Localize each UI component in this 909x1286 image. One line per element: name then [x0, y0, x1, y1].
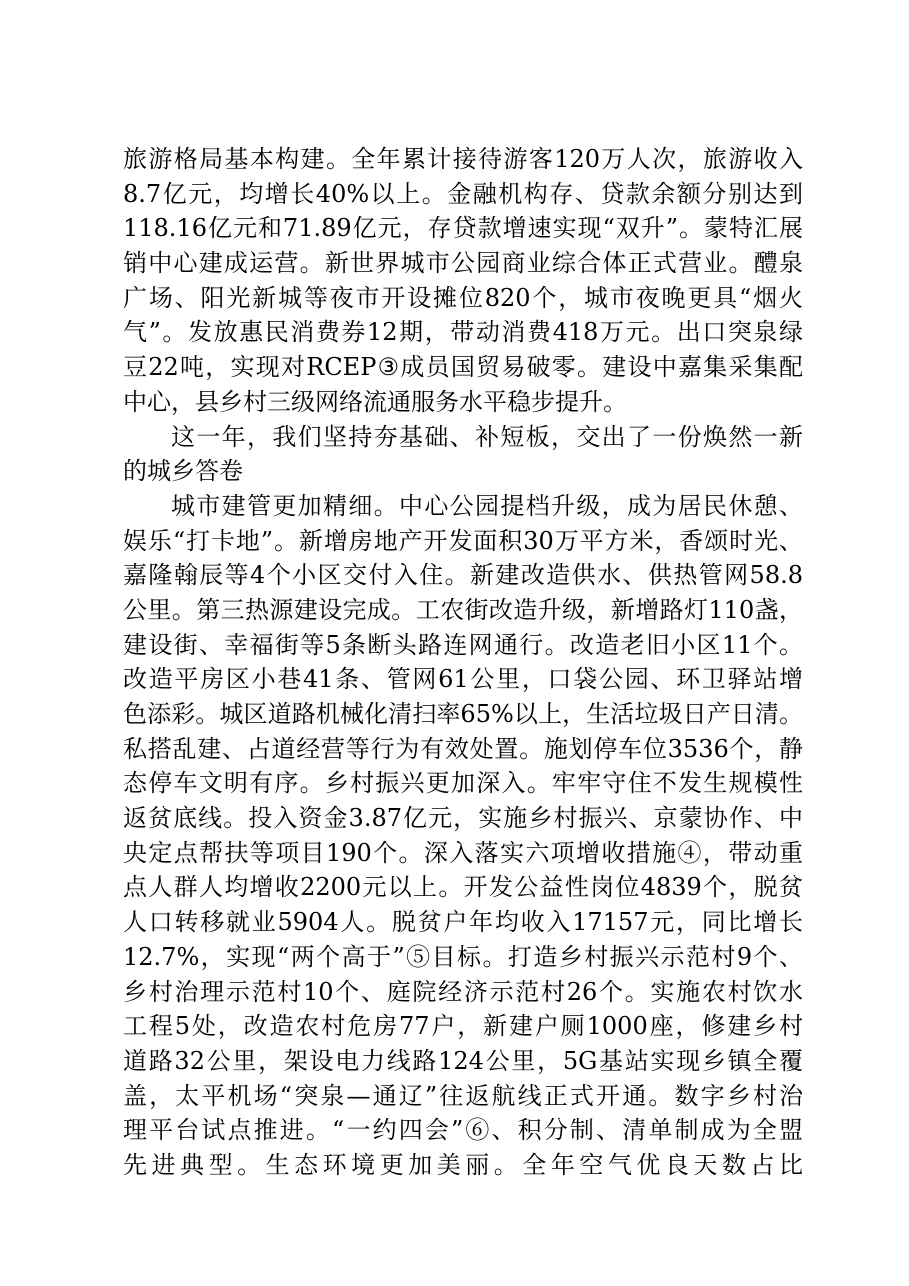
text-line: 118.16亿元和71.89亿元，存贷款增速实现“双升”。蒙特汇展 — [123, 214, 803, 243]
text-line: 豆22吨，实现对RCEP③成员国贸易破零。建设中嘉集采集配 — [123, 353, 803, 382]
text-line: 娱乐“打卡地”。新增房地产开发面积30万平方米，香颂时光、 — [123, 526, 803, 555]
text-line: 央定点帮扶等项目190个。深入落实六项增收措施④，带动重 — [123, 838, 803, 867]
text-line: 城市建管更加精细。中心公园提档升级，成为居民休憩、 — [171, 491, 803, 520]
text-line: 点人群人均增收2200元以上。开发公益性岗位4839个，脱贫 — [123, 873, 803, 902]
text-line: 12.7%，实现“两个高于”⑤目标。打造乡村振兴示范村9个、 — [123, 942, 803, 971]
text-line: 嘉隆翰辰等4个小区交付入住。新建改造供水、供热管网58.8 — [123, 561, 803, 590]
text-line: 私搭乱建、占道经营等行为有效处置。施划停车位3536个，静 — [123, 734, 803, 763]
text-line: 乡村治理示范村10个、庭院经济示范村26个。实施农村饮水 — [123, 977, 803, 1006]
text-line: 8.7亿元，均增长40%以上。金融机构存、贷款余额分别达到 — [123, 179, 803, 208]
text-line: 态停车文明有序。乡村振兴更加深入。牢牢守住不发生规模性 — [123, 769, 803, 798]
text-line: 返贫底线。投入资金3.87亿元，实施乡村振兴、京蒙协作、中 — [123, 804, 803, 833]
text-line: 销中心建成运营。新世界城市公园商业综合体正式营业。醴泉 — [123, 249, 803, 278]
text-line: 人口转移就业5904人。脱贫户年均收入17157元，同比增长 — [123, 908, 803, 937]
document-body — [123, 142, 803, 1183]
text-line: 改造平房区小巷41条、管网61公里，口袋公园、环卫驿站增 — [123, 665, 803, 694]
text-line: 中心，县乡村三级网络流通服务水平稳步提升。 — [123, 387, 627, 416]
text-line: 建设街、幸福街等5条断头路连网通行。改造老旧小区11个。 — [123, 630, 803, 659]
text-line: 先进典型。生态环境更加美丽。全年空气优良天数占比 — [123, 1150, 803, 1179]
text-line: 广场、阳光新城等夜市开设摊位820个，城市夜晚更具“烟火 — [123, 283, 803, 312]
text-line: 旅游格局基本构建。全年累计接待游客120万人次，旅游收入 — [123, 145, 803, 173]
text-line: 色添彩。城区道路机械化清扫率65%以上，生活垃圾日产日清。 — [123, 700, 803, 728]
paragraph-heading-line: 这一年，我们坚持夯基础、补短板，交出了一份焕然一新 — [171, 422, 803, 451]
text-line: 道路32公里，架设电力线路124公里，5G基站实现乡镇全覆 — [123, 1046, 803, 1075]
text-line: 气”。发放惠民消费券12期，带动消费418万元。出口突泉绿 — [123, 318, 803, 347]
text-line: 盖，太平机场“突泉—通辽”往返航线正式开通。数字乡村治 — [123, 1081, 803, 1110]
text-line: 理平台试点推进。“一约四会”⑥、积分制、清单制成为全盟 — [123, 1116, 803, 1145]
text-line: 公里。第三热源建设完成。工农街改造升级，新增路灯110盏， — [123, 595, 803, 624]
paragraph-heading-line: 的城乡答卷 — [123, 457, 243, 486]
text-line: 工程5处，改造农村危房77户，新建户厕1000座，修建乡村 — [123, 1012, 803, 1041]
